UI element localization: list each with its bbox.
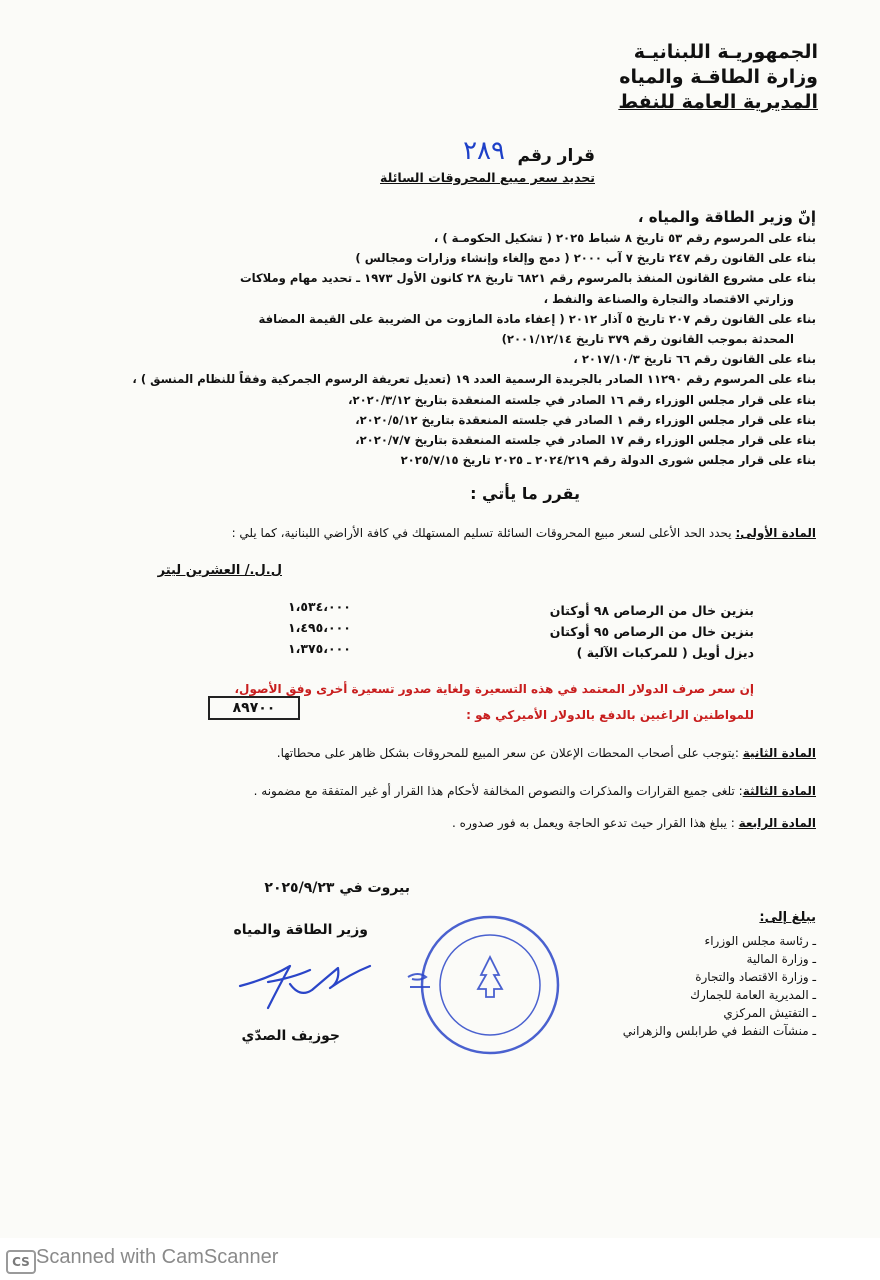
letterhead-ministry: وزارة الطاقـة والمياه <box>619 66 818 88</box>
official-stamp-icon <box>400 905 570 1065</box>
minister-intro: إنّ وزير الطاقة والمياه ، <box>637 208 816 226</box>
article-4-label: المادة الرابعة <box>738 816 816 830</box>
fuel-price: ١،٣٧٥،٠٠٠ <box>288 641 351 656</box>
fuel-name: بنزين خال من الرصاص ٩٥ أوكتان <box>549 624 754 639</box>
basis-line: بناء على المرسوم رقم ١١٢٩٠ الصادر بالجريدة الرسمية العدد ١٩ (تعديل تعريفة الرسوم الجمركية وفقاً للنظام المنسق ) ، <box>132 372 816 387</box>
notify-item: ـ التفتيش المركزي <box>723 1006 816 1020</box>
basis-line: بناء على قرار مجلس الوزراء رقم ١ الصادر في جلسته المنعقدة بتاريخ ٢٠٢٠/٥/١٢، <box>355 412 816 427</box>
article-1-text: يحدد الحد الأعلى لسعر مبيع المحروقات السائلة تسليم المستهلك في كافة الأراضي اللبنانية، كما يلي : <box>231 526 736 540</box>
exchange-note-line2: للمواطنين الراغبين بالدفع بالدولار الأميركي هو : <box>466 708 754 722</box>
notify-item: ـ منشآت النفط في طرابلس والزهراني <box>622 1024 816 1038</box>
basis-line: بناء على قرار مجلس الوزراء رقم ١٦ الصادر في جلسته المنعقدة بتاريخ ٢٠٢٠/٣/١٢، <box>348 392 816 407</box>
basis-line: بناء على مشروع القانون المنفذ بالمرسوم رقم ٦٨٢١ تاريخ ٢٨ كانون الأول ١٩٧٣ ـ تحديد مهام وملاكات <box>239 271 816 286</box>
letterhead-directorate: المديرية العامة للنفط <box>618 91 818 113</box>
basis-line: بناء على القانون رقم ٢٠٧ تاريخ ٥ آذار ٢٠١٢ ( إعفاء مادة المازوت من الضريبة على القيمة المضافة <box>258 311 816 326</box>
article-3-label: المادة الثالثة <box>742 784 816 798</box>
basis-line: بناء على قرار مجلس الوزراء رقم ١٧ الصادر في جلسته المنعقدة بتاريخ ٢٠٢٠/٧/٧، <box>355 433 816 448</box>
decision-subject: تحديد سعر مبيع المحروقات السائلة <box>380 170 595 185</box>
notify-title: يبلغ إلى: <box>759 910 816 925</box>
notify-item: ـ وزارة الاقتصاد والتجارة <box>695 970 816 984</box>
decision-number: ٢٨٩ <box>463 136 505 166</box>
handwritten-signature-icon <box>230 948 380 1018</box>
article-1-label: المادة الأولى: <box>735 526 816 540</box>
article-2-text: :يتوجب على أصحاب المحطات الإعلان عن سعر المبيع للمحروقات بشكل ظاهر على محطاتها. <box>276 746 743 760</box>
decision-title: قرار رقم <box>517 146 595 166</box>
notify-item: ـ رئاسة مجلس الوزراء <box>704 934 816 948</box>
notify-item: ـ المديرية العامة للجمارك <box>690 988 816 1002</box>
basis-line: بناء على المرسوم رقم ٥٣ تاريخ ٨ شباط ٢٠٢٥ ( تشكيل الحكومـة ) ، <box>433 231 816 245</box>
fuel-name: ديزل أويل ( للمركبات الآلية ) <box>576 645 754 660</box>
article-4 <box>76 814 816 832</box>
article-1 <box>76 524 816 542</box>
article-2-label: المادة الثانية <box>742 746 816 760</box>
fuel-prices <box>288 596 351 659</box>
signatory-title: وزير الطاقة والمياه <box>233 922 368 938</box>
basis-line: بناء على القانون رقم ٦٦ تاريخ ٢٠١٧/١٠/٣ ، <box>573 352 816 367</box>
price-unit: ل.ل./ العشرين ليتر <box>157 563 282 578</box>
fuel-names <box>354 600 754 663</box>
exchange-note-line1: إن سعر صرف الدولار المعتمد في هذه التسعيرة ولغاية صدور تسعيرة أخرى وفق الأصول، <box>234 682 754 696</box>
notify-list <box>623 932 816 1040</box>
fuel-price: ١،٤٩٥،٠٠٠ <box>288 620 351 635</box>
letterhead <box>618 40 818 115</box>
signatory-name: جوزيف الصدّي <box>241 1028 340 1044</box>
article-4-text: : يبلغ هذا القرار حيث تدعو الحاجة ويعمل به فور صدوره . <box>452 816 739 830</box>
camscanner-watermark: Scanned with CamScanner <box>36 1246 279 1268</box>
article-3-text: : تلغى جميع القرارات والمذكرات والنصوص المخالفة لأحكام هذا القرار أو غير المتفقة مع مضمونه . <box>253 784 743 798</box>
fuel-name: بنزين خال من الرصاص ٩٨ أوكتان <box>549 603 754 618</box>
basis-line: المحدثة بموجب القانون رقم ٣٧٩ تاريخ ٢٠٠١/١٢/١٤) <box>501 332 794 347</box>
basis-line: بناء على قرار مجلس شورى الدولة رقم ٢٠٢٤/٢١٩ ـ ٢٠٢٥ تاريخ ٢٠٢٥/٧/١٥ <box>400 453 816 468</box>
fuel-price: ١،٥٣٤،٠٠٠ <box>288 599 351 614</box>
legal-basis-list <box>116 228 816 470</box>
basis-line: بناء على القانون رقم ٢٤٧ تاريخ ٧ آب ٢٠٠٠ ( دمج وإلغاء وإنشاء وزارات ومجالس ) <box>355 251 816 266</box>
issue-date: بيروت في ٢٠٢٥/٩/٢٣ <box>264 880 410 896</box>
article-3 <box>76 782 816 800</box>
decides-heading: يقرر ما يأتي : <box>470 484 580 503</box>
notify-item: ـ وزارة المالية <box>746 952 816 966</box>
camscanner-logo: CS <box>6 1250 36 1274</box>
basis-line: وزارتي الاقتصاد والتجارة والصناعة والنفط ، <box>543 291 794 306</box>
exchange-rate-box: ٨٩٧٠٠ <box>208 696 300 720</box>
article-2 <box>76 744 816 762</box>
letterhead-republic: الجمهوريـة اللبنانيـة <box>633 41 818 63</box>
